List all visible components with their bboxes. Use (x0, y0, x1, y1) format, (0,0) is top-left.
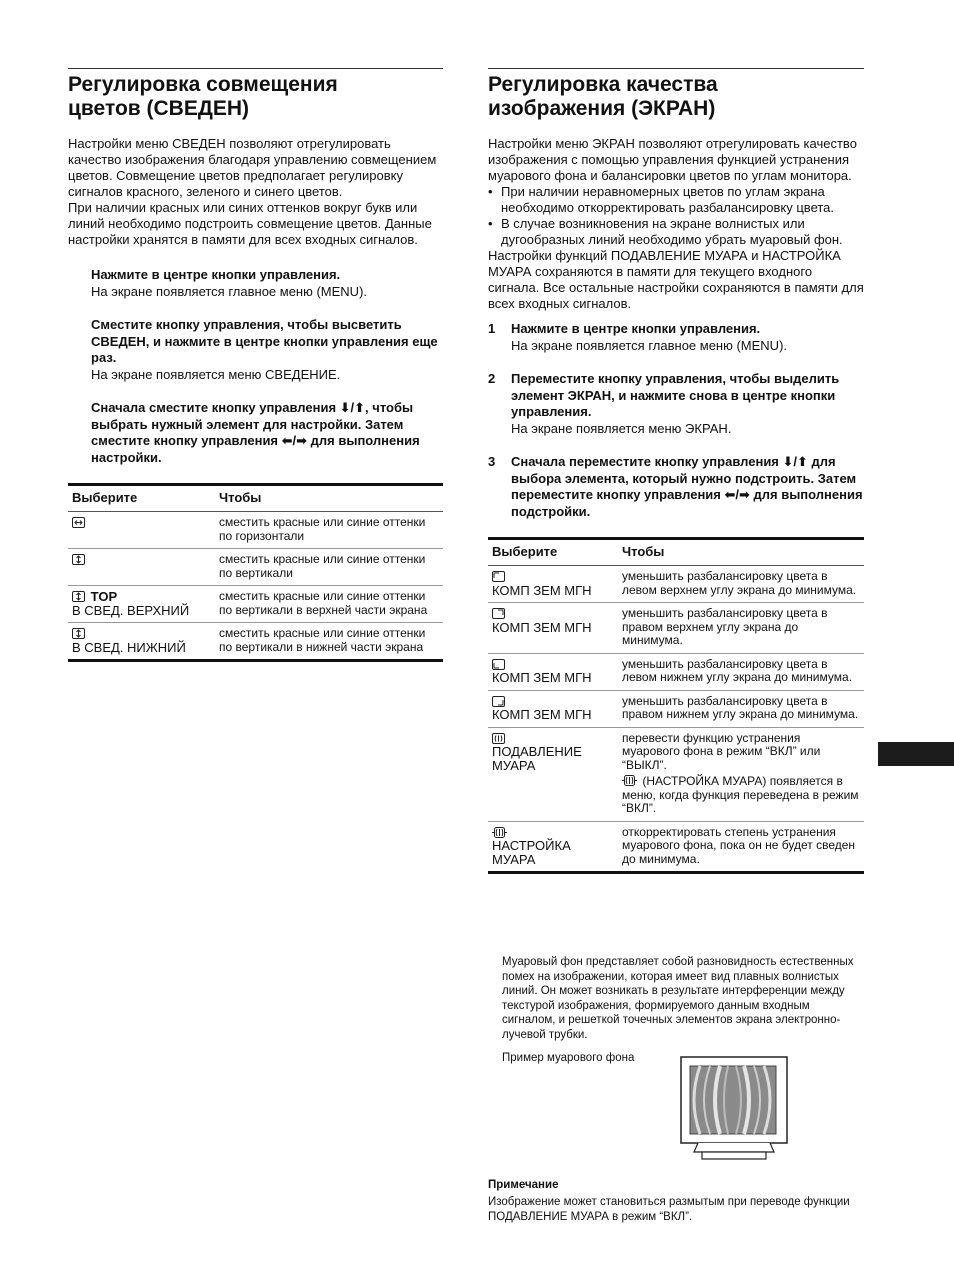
table-row (488, 653, 864, 690)
table-header-select: Выберите (68, 485, 215, 512)
moire-adjust-inline (622, 775, 860, 816)
table-row (68, 623, 443, 661)
right-section-rule (488, 68, 864, 121)
table-cell-label (68, 512, 215, 549)
moire-monitor-illustration (680, 1056, 790, 1167)
left-step-2-bold (91, 317, 443, 367)
table-cell-action (618, 727, 864, 821)
table-cell-label (488, 727, 618, 821)
right-section-title: Регулировка качества изображения (ЭКРАН) (488, 73, 718, 120)
table-cell-action: откорректировать степень устранения муарового фона, пока он не будет сведен до минимума. (622, 824, 856, 866)
table-row (68, 586, 443, 623)
table-cell-label (68, 549, 215, 586)
note-title: Примечание (488, 1179, 559, 1191)
table-cell-action: сместить красные или синие оттенки по вертикали (215, 549, 443, 586)
right-step-2-bold: Переместите кнопку управления, чтобы выделить элемент ЭКРАН, и нажмите снова в центре кнопки управления. (511, 371, 840, 419)
left-section-title: Регулировка совмещения цветов (СВЕДЕН) (68, 73, 338, 120)
vertical-convergence-icon (72, 554, 85, 565)
convergence-table (68, 483, 443, 662)
vertical-convergence-top-icon (72, 591, 85, 602)
right-step-1 (488, 321, 864, 354)
row-label-text: КОМП ЗЕМ МГН (492, 707, 592, 722)
table-cell-action: уменьшить разбалансировку цвета в правом верхнем углу экрана до минимума. (618, 603, 864, 654)
corner-top-right-icon (492, 608, 505, 619)
table-cell-label (488, 653, 618, 690)
left-step-1-sub: На экране появляется главное меню (MENU). (91, 283, 368, 299)
note-text: Изображение может становиться размытым при переводе функции ПОДАВЛЕНИЕ МУАРА в режим “ВКЛ”. (488, 1196, 850, 1223)
table-cell-label (68, 586, 215, 623)
step-number: 3 (488, 454, 496, 469)
row-label-text: В СВЕД. НИЖНИЙ (72, 639, 186, 655)
action-text-2: (НАСТРОЙКА МУАРА) появляется в меню, когда функция переведена в режим “ВКЛ”. (622, 774, 859, 815)
moire-adjust-icon (622, 775, 637, 786)
row-label-text: ПОДАВЛЕНИЕ МУАРА (492, 744, 582, 773)
table-cell-label (488, 821, 618, 873)
horizontal-convergence-icon (72, 517, 85, 528)
right-intro-2: Настройки функций ПОДАВЛЕНИЕ МУАРА и НАСТРОЙКА МУАРА сохраняются в памяти для текущего входного сигнала. Все остальные настройки сохраняются в памяти для всех входных сигналов. (488, 248, 864, 311)
list-item: • При наличии неравномерных цветов по углам экрана необходимо откорректировать разбалансировку цвета. (488, 184, 835, 215)
row-label-text: КОМП ЗЕМ МГН (492, 619, 592, 635)
screen-table (488, 537, 864, 874)
left-step-3-bold: Сначала сместите кнопку управления ⬇/⬆, чтобы выбрать нужный элемент для настройки. Затем сместите кнопку управления ⬅/➡ для выполнения настройки. (91, 400, 420, 465)
moire-example-label: Пример муарового фона (502, 1052, 635, 1064)
table-header-action: Чтобы (215, 485, 443, 512)
right-step-1-bold: Нажмите в центре кнопки управления. (511, 321, 761, 336)
table-header-select: Выберите (488, 539, 618, 566)
table-cell-label (488, 566, 618, 603)
table-cell-action: сместить красные или синие оттенки по горизонтали (215, 512, 443, 549)
table-cell-label (488, 603, 618, 654)
right-column (488, 68, 864, 874)
table-row (488, 727, 864, 821)
table-row (488, 821, 864, 873)
row-label-text: В СВЕД. ВЕРХНИЙ (72, 602, 190, 618)
table-row (488, 690, 864, 727)
vertical-convergence-bottom-icon (72, 628, 85, 639)
table-cell-action: уменьшить разбалансировку цвета в правом нижнем углу экрана до минимума. (618, 690, 864, 727)
left-column (68, 68, 443, 662)
right-bullets (488, 184, 864, 248)
table-cell-label (68, 623, 215, 661)
corner-bottom-right-icon (492, 696, 505, 707)
table-header-action: Чтобы (618, 539, 864, 566)
left-step-3 (68, 400, 443, 466)
left-step-1-bold: Нажмите в центре кнопки управления. (91, 267, 341, 282)
corner-bottom-left-icon (492, 659, 505, 670)
moire-explanation: Муаровый фон представляет собой разновидность естественных помех на изображении, которая имеет вид плавных волнистых линий. Он может возникать в результате интерференции между текстурой изображения, формируемого данным входным сигналом, и решеткой точечных элементов экрана электронно-лучевой трубки. (502, 956, 854, 1041)
left-intro-2: При наличии красных или синих оттенков вокруг букв или линий необходимо подстроить совмещение цветов. Данные настройки хранятся в памяти для всех входных сигналов. (68, 200, 432, 247)
row-label-text: КОМП ЗЕМ МГН (492, 670, 592, 685)
table-row (488, 603, 864, 654)
left-step-1 (68, 267, 443, 300)
step-number: 1 (488, 321, 496, 336)
table-cell-action: уменьшить разбалансировку цвета в левом нижнем углу экрана до минимума. (618, 653, 864, 690)
left-step-2 (68, 317, 443, 383)
top-label: TOP (90, 589, 118, 604)
table-cell-action: сместить красные или синие оттенки по вертикали в верхней части экрана (215, 586, 443, 623)
left-step-2-text: Сместите кнопку управления, чтобы высветить СВЕДЕН, и нажмите в центре кнопки управления еще раз. (91, 317, 438, 365)
right-step-1-sub: На экране появляется главное меню (MENU). (511, 337, 788, 353)
table-row (68, 549, 443, 586)
table-cell-label (488, 690, 618, 727)
row-label-text: КОМП ЗЕМ МГН (492, 582, 592, 598)
section-tab-marker (878, 742, 954, 766)
row-label-text: НАСТРОЙКА МУАРА (492, 838, 571, 867)
moire-cancel-icon (492, 733, 505, 744)
moire-adjust-icon (492, 827, 507, 838)
left-intro: Настройки меню СВЕДЕН позволяют отрегулировать качество изображения благодаря управлению совмещением цветов. Совмещение цветов предполагает регулировку сигналов красного, зеленого и синего цветов. (68, 136, 437, 199)
right-step-2-sub: На экране появляется меню ЭКРАН. (511, 420, 732, 436)
table-cell-action: сместить красные или синие оттенки по вертикали в нижней части экрана (219, 626, 426, 654)
right-step-3-bold: Сначала переместите кнопку управления ⬇/⬆ для выбора элемента, который нужно подстроить. Затем переместите кнопку управления ⬅/➡ для выполнения подстройки. (511, 454, 863, 519)
table-row (68, 512, 443, 549)
corner-top-left-icon (492, 571, 505, 582)
right-step-2 (488, 371, 864, 437)
table-row (488, 566, 864, 603)
left-section-rule (68, 68, 443, 121)
right-step-3 (488, 454, 864, 520)
step-number: 2 (488, 371, 496, 386)
table-cell-action: уменьшить разбалансировку цвета в левом верхнем углу экрана до минимума. (618, 566, 864, 603)
left-step-2-sub: На экране появляется меню СВЕДЕНИЕ. (91, 366, 341, 382)
right-intro: Настройки меню ЭКРАН позволяют отрегулировать качество изображения с помощью управления функцией устранения муарового фона и балансировки цветов по углам монитора. (488, 136, 857, 183)
action-text: перевести функцию устранения муарового фона в режим “ВКЛ” или “ВЫКЛ”. (622, 730, 821, 772)
list-item: • В случае возникновения на экране волнистых или дугообразных линий необходимо убрать муаровый фон. (488, 216, 843, 247)
